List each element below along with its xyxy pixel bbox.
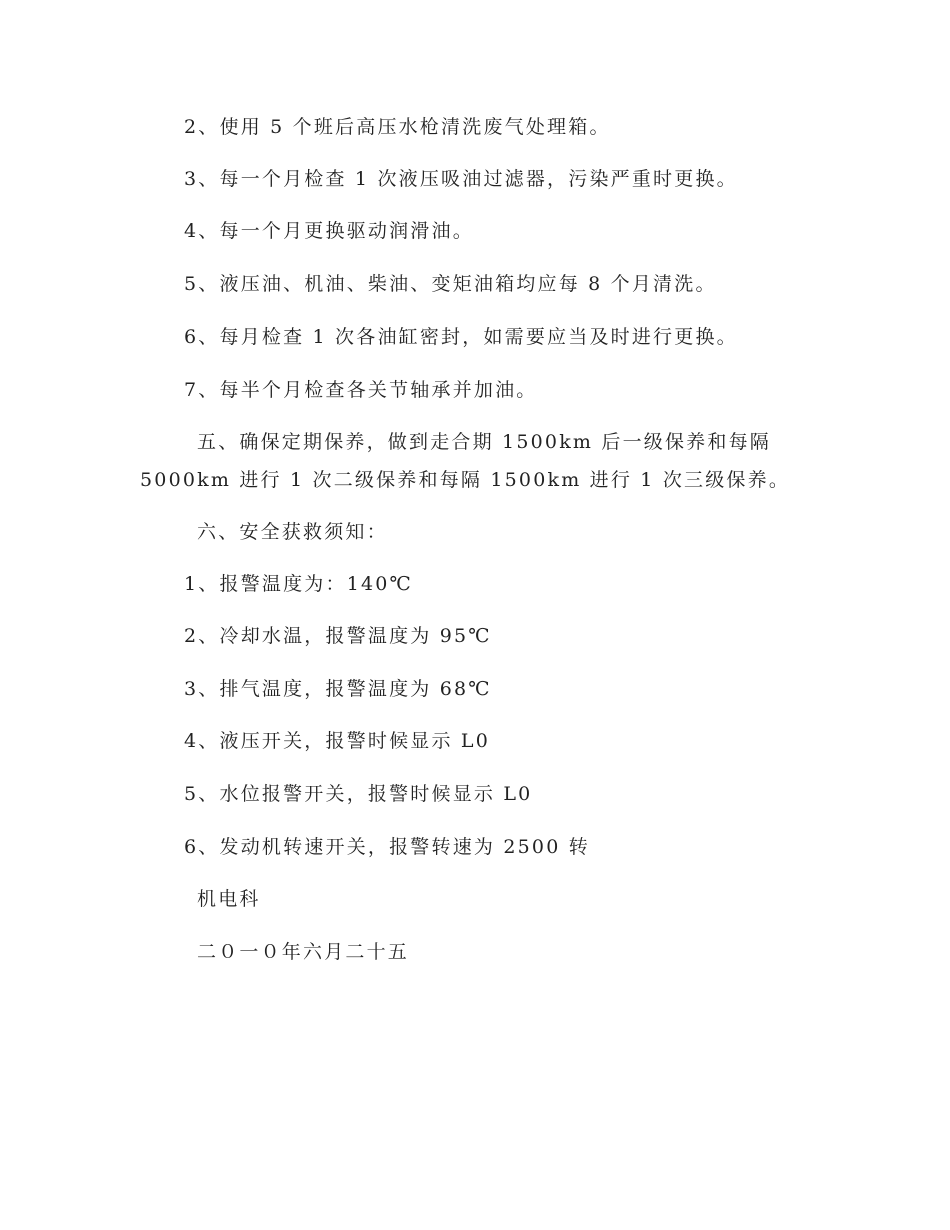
alarm-item: 4、液压开关，报警时候显示 L0 (184, 730, 491, 752)
maintenance-item: 4、每一个月更换驱动润滑油。 (184, 220, 474, 242)
signature-department: 机电科 (197, 888, 261, 910)
section-five-line-1: 五、确保定期保养，做到走合期 1500km 后一级保养和每隔 (197, 431, 771, 453)
alarm-item: 5、水位报警开关，报警时候显示 L0 (184, 783, 533, 805)
maintenance-item: 2、使用 5 个班后高压水枪清洗废气处理箱。 (184, 116, 611, 138)
section-five-line-2: 5000km 进行 1 次二级保养和每隔 1500km 进行 1 次三级保养。 (140, 469, 791, 491)
alarm-item: 6、发动机转速开关，报警转速为 2500 转 (184, 836, 590, 858)
alarm-item: 2、冷却水温，报警温度为 95℃ (184, 625, 492, 647)
maintenance-item: 7、每半个月检查各关节轴承并加油。 (184, 379, 538, 401)
alarm-item: 3、排气温度，报警温度为 68℃ (184, 678, 492, 700)
document-date: 二０一０年六月二十五 (197, 941, 410, 963)
maintenance-item: 3、每一个月检查 1 次液压吸油过滤器，污染严重时更换。 (184, 168, 738, 190)
section-six-heading: 六、安全获救须知： (197, 521, 388, 543)
maintenance-item: 6、每月检查 1 次各油缸密封，如需要应当及时进行更换。 (184, 326, 738, 348)
maintenance-item: 5、液压油、机油、柴油、变矩油箱均应每 8 个月清洗。 (184, 273, 717, 295)
alarm-item: 1、报警温度为：140℃ (184, 573, 414, 595)
